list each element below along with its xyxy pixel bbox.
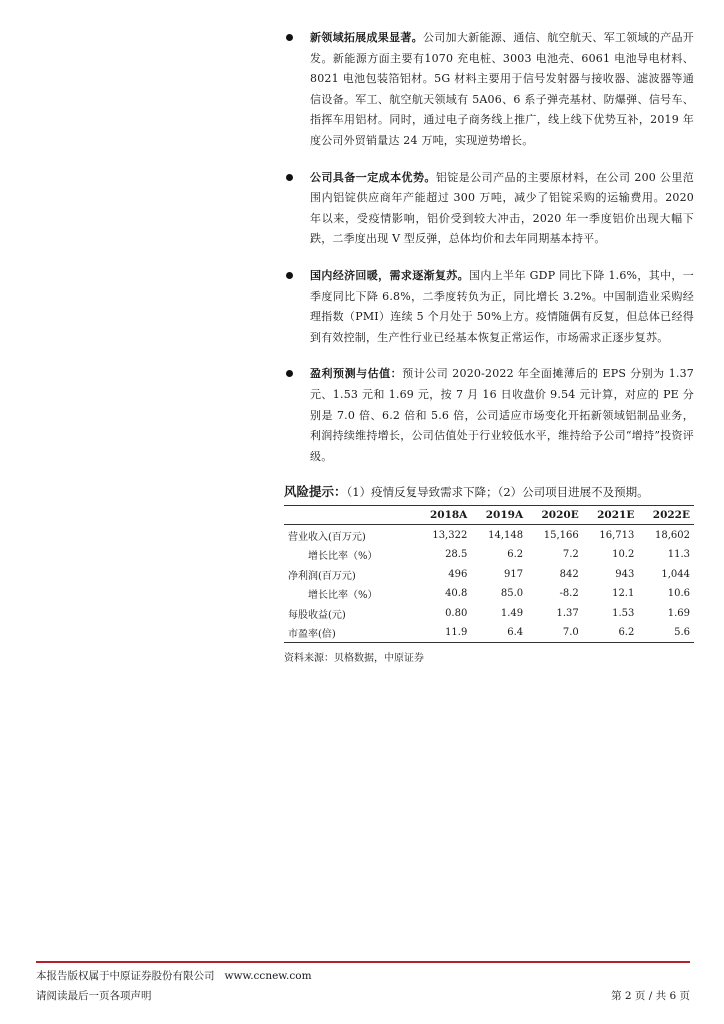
footer-page-number: 第 2 页 / 共 6 页 [611, 990, 690, 1002]
bullet-paragraph [310, 266, 694, 348]
table-cell: 1,044 [661, 568, 690, 580]
bullet-dot-icon [286, 272, 293, 279]
bullet-heading: 公司具备一定成本优势。 [310, 170, 436, 184]
bullet-paragraph [310, 28, 694, 152]
bullet-economy-recovery [284, 266, 694, 348]
bullet-body: 铝锭是公司产品的主要原材料，在公司 200 公里范围内铝锭供应商年产能超过 300 万吨，减少了铝锭采购的运输费用。2020 年以来，受疫情影响，铝价受到较大冲击，2020 年一季度铝价出现大幅下跌，二季度出现 V 型反弹，总体均价和去年同期基本持平。 [310, 170, 694, 246]
row-label: 净利润(百万元) [288, 570, 356, 582]
row-label: 增长比率（%） [308, 590, 378, 602]
table-row [284, 623, 694, 643]
footer-disclaimer: 请阅读最后一页各项声明 [36, 990, 152, 1002]
table-cell: 1.37 [556, 607, 579, 619]
bullet-new-fields [284, 28, 694, 152]
bullet-forecast-valuation [284, 364, 694, 467]
table-row [284, 603, 694, 623]
table-cell: 18,602 [655, 529, 690, 541]
bullet-paragraph [310, 168, 694, 250]
table-header-cell: 2021E [583, 506, 639, 525]
table-cell: 1.69 [667, 607, 690, 619]
table-cell: 6.4 [471, 623, 527, 643]
table-cell: 1.49 [500, 607, 524, 619]
bullet-body: 公司加大新能源、通信、航空航天、军工领域的产品开发。新能源方面主要有1070 充电桩、3003 电池壳、6061 电池导电材料、8021 电池包装箔铝材。5G 材料主要用于信号发射器与接收器、滤波器等通信设备。军工、航空航天领域有 5A06、6 系子弹壳基材、防爆弹、信号车、指挥车用铝材。同时，通过电子商务线上推广，线上线下优势互补，2019 年度公司外贸销量达 24 万吨，实现逆势增长。 [310, 31, 694, 147]
table-cell: 13,322 [432, 529, 468, 541]
table-cell: 6.2 [583, 623, 639, 643]
table-header-cell: 2022E [638, 506, 694, 525]
bullet-body: 国内上半年 GDP 同比下降 1.6%，其中，一季度同比下降 6.8%，二季度转负为正，同比增长 3.2%。中国制造业采购经理指数（PMI）连续 5 个月处于 50%上方。疫情随偶有反复，但总体已经得到有效控制，生产性行业已经基本恢复正常运作，市场需求正逐步复苏。 [310, 268, 694, 344]
bullet-heading: 盈利预测与估值： [310, 367, 403, 381]
main-content [284, 28, 694, 664]
table-cell: 7.0 [527, 623, 583, 643]
table-cell: 14,148 [488, 529, 524, 541]
table-cell: 11.3 [667, 549, 690, 561]
table-cell: 16,713 [599, 529, 635, 541]
risk-heading: 风险提示： [284, 484, 347, 500]
bullet-paragraph [310, 364, 694, 467]
table-source-note: 资料来源：贝格数据，中原证券 [284, 653, 424, 665]
risk-warning [284, 483, 694, 501]
footer-divider [36, 961, 690, 963]
table-cell: 12.1 [612, 588, 635, 600]
table-row [284, 564, 694, 584]
table-header-cell [284, 506, 416, 525]
table-header-cell: 2020E [527, 506, 583, 525]
table-cell: 943 [615, 568, 635, 580]
table-cell: 842 [559, 568, 579, 580]
table-cell: 1.53 [612, 607, 635, 619]
table-header-cell: 2018A [416, 506, 472, 525]
bullet-heading: 国内经济回暖，需求逐渐复苏。 [310, 268, 470, 282]
row-label: 增长比率（%） [308, 551, 378, 563]
financial-forecast-table [284, 505, 694, 643]
table-cell: 5.6 [638, 623, 694, 643]
table-cell: 917 [504, 568, 524, 580]
bullet-list [284, 28, 694, 467]
table-cell: 85.0 [500, 588, 524, 600]
table-cell: 28.5 [445, 549, 468, 561]
bullet-heading: 新领域拓展成果显著。 [310, 31, 423, 44]
table-header-cell: 2019A [471, 506, 527, 525]
table-cell: -8.2 [559, 588, 579, 600]
footer-copyright-line [36, 968, 312, 983]
row-label: 营业收入(百万元) [288, 531, 366, 543]
table-cell: 40.8 [445, 588, 468, 600]
bullet-dot-icon [286, 34, 293, 41]
table-row [284, 584, 694, 604]
bullet-body: 预计公司 2020-2022 年全面摊薄后的 EPS 分别为 1.37 元、1.53 元和 1.69 元，按 7 月 16 日收盘价 9.54 元计算，对应的 PE 分别是 7.0 倍、6.2 倍和 5.6 倍，公司适应市场变化开拓新领域铝制品业务，利润持续维持增长，公司估值处于行业较低水平，维持给予公司“增持”投资评级。 [310, 367, 694, 463]
bullet-cost-advantage [284, 168, 694, 250]
table-header-row [284, 506, 694, 525]
table-row [284, 545, 694, 565]
table-cell: 15,166 [543, 529, 579, 541]
table-cell: 496 [448, 568, 468, 580]
table-cell: 10.6 [667, 588, 690, 600]
row-label: 每股收益(元) [288, 609, 346, 621]
footer-url-link[interactable]: www.ccnew.com [224, 970, 312, 982]
table-cell: 0.80 [445, 607, 468, 619]
footer-copyright: 本报告版权属于中原证券股份有限公司 [36, 970, 215, 982]
table-cell: 10.2 [612, 549, 635, 561]
table-row [284, 525, 694, 545]
table-cell: 11.9 [416, 623, 472, 643]
bullet-dot-icon [286, 174, 293, 181]
table-cell: 6.2 [507, 549, 524, 561]
bullet-dot-icon [286, 370, 293, 377]
row-label: 市盈率(倍) [284, 623, 416, 643]
risk-text: （1）疫情反复导致需求下降；（2）公司项目进展不及预期。 [346, 485, 649, 500]
table-cell: 7.2 [562, 549, 579, 561]
